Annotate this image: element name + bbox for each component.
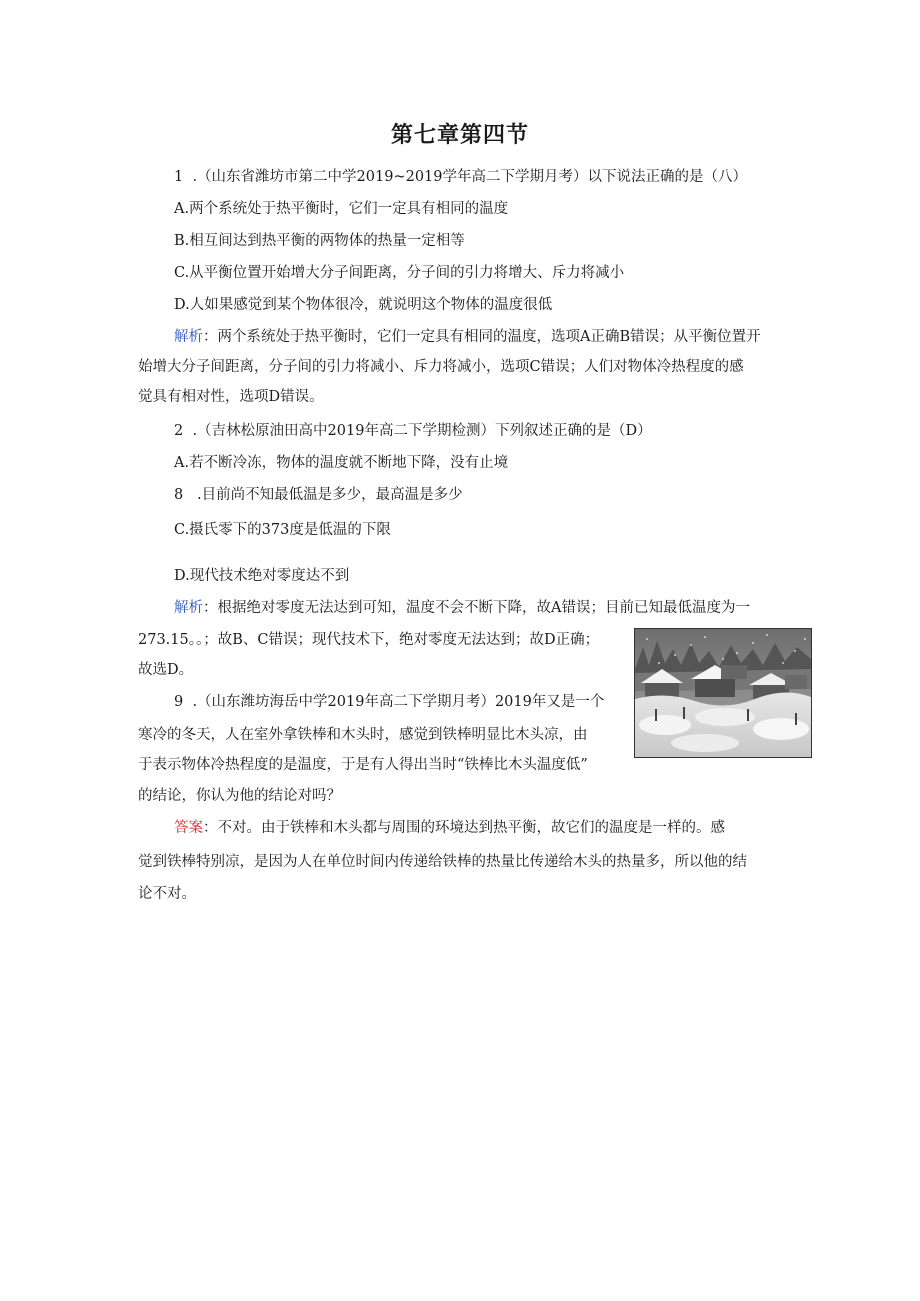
q3-stem-line-3: 于表示物体冷热程度的是温度，于是有人得出当时“铁棒比木头温度低”	[138, 757, 588, 773]
q2-analysis-text: ：根据绝对零度无法达到可知，温度不会不断下降，故A错误；目前已知最低温度为一	[203, 600, 750, 616]
q1-analysis-text: ：两个系统处于热平衡时，它们一定具有相同的温度，选项A正确B错误；从平衡位置开	[203, 329, 761, 345]
q1-analysis-line-2: 始增大分子间距离，分子间的引力将减小、斥力将减小，选项C错误；人们对物体冷热程度的感	[138, 359, 744, 375]
q3-answer-line-3: 论不对。	[138, 886, 196, 902]
q2-analysis-line-2: 273.15。。；故B、C错误；现代技术下，绝对零度无法达到；故D正确；	[138, 632, 600, 648]
q1-option-c: C.从平衡位置开始增大分子间距离，分子间的引力将增大、斥力将减小	[174, 265, 625, 281]
q3-answer-text: ：不对。由于铁棒和木头都与周围的环境达到热平衡，故它们的温度是一样的。感	[203, 820, 725, 836]
q2-stem: 2 .（吉林松原油田高中2019年高二下学期检测）下列叙述正确的是（D）	[174, 423, 652, 439]
q1-analysis-line-3: 觉具有相对性，选项D错误。	[138, 389, 324, 405]
q1-option-a: A.两个系统处于热平衡时，它们一定具有相同的温度	[174, 201, 509, 217]
q1-analysis-line-1	[174, 327, 761, 347]
q2-option-d: D.现代技术绝对零度达不到	[174, 568, 350, 584]
q1-option-b: B.相互间达到热平衡的两物体的热量一定相等	[174, 233, 465, 249]
q1-option-d: D.人如果感觉到某个物体很冷，就说明这个物体的温度很低	[174, 297, 553, 313]
q3-stem-line-1: 9 .（山东潍坊海岳中学2019年高二下学期月考）2019年又是一个	[174, 694, 605, 710]
q3-answer-label: 答案	[174, 820, 203, 836]
q1-analysis-label: 解析	[174, 329, 203, 345]
q2-analysis-line-1	[174, 598, 750, 618]
q2-option-a: A.若不断冷冻，物体的温度就不断地下降，没有止境	[174, 455, 509, 471]
page-title: 第七章第四节	[390, 123, 529, 148]
snow-village-image	[635, 629, 811, 757]
q2-analysis-line-3: 故选D。	[138, 662, 194, 678]
q2-option-b: 8 .目前尚不知最低温是多少，最高温是多少	[174, 487, 463, 503]
q2-option-c: C.摄氏零下的373度是低温的下限	[174, 522, 391, 538]
q2-analysis-label: 解析	[174, 600, 203, 616]
q3-answer-line-1	[174, 818, 725, 838]
q3-answer-line-2: 觉到铁棒特别凉，是因为人在单位时间内传递给铁棒的热量比传递给木头的热量多，所以他的结	[138, 854, 747, 870]
q1-stem: 1 .（山东省潍坊市第二中学2019~2019学年高二下学期月考）以下说法正确的是（八）	[174, 169, 748, 185]
q3-stem-line-4: 的结论，你认为他的结论对吗？	[138, 788, 341, 804]
q3-stem-line-2: 寒冷的冬天，人在室外拿铁棒和木头时，感觉到铁棒明显比木头凉，由	[138, 727, 588, 743]
snow-village-photo	[634, 628, 812, 758]
